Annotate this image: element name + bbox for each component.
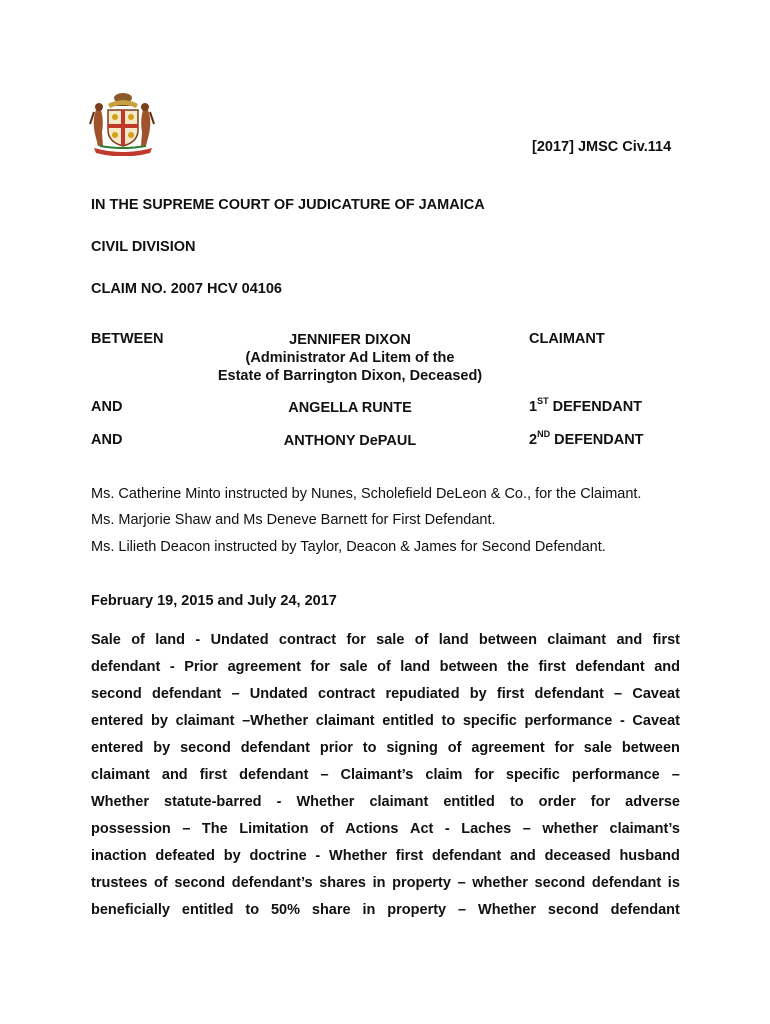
summary-word: – bbox=[231, 686, 240, 702]
summary-word: - bbox=[169, 659, 175, 675]
summary-word: in bbox=[372, 875, 386, 891]
summary-word: to bbox=[509, 794, 524, 810]
counsel-line: Ms. Catherine Minto instructed by Nunes, Scholefield DeLeon & Co., for the Claimant. bbox=[91, 486, 642, 502]
summary-word: - bbox=[619, 713, 625, 729]
summary-word: defeated bbox=[155, 848, 215, 864]
summary-word: for bbox=[310, 659, 330, 675]
summary-word: entitled bbox=[443, 794, 495, 810]
summary-word: – bbox=[182, 821, 191, 837]
summary-word: Whether bbox=[478, 902, 537, 918]
jamaica-coat-of-arms-icon bbox=[86, 90, 162, 156]
summary-word: defendant bbox=[534, 686, 604, 702]
claimant-role: CLAIMANT bbox=[529, 331, 605, 347]
summary-word: –Whether bbox=[242, 713, 309, 729]
summary-word: inaction bbox=[91, 848, 147, 864]
summary-word: between bbox=[621, 740, 680, 756]
summary-word: agreement bbox=[227, 659, 301, 675]
summary-word: Sale bbox=[91, 632, 121, 648]
summary-word: claimant bbox=[175, 713, 235, 729]
summary-word: and bbox=[654, 659, 680, 675]
summary-word: possession bbox=[91, 821, 171, 837]
summary-word: repudiated bbox=[385, 686, 460, 702]
summary-word: land bbox=[438, 632, 469, 648]
summary-word: Act bbox=[409, 821, 434, 837]
first-defendant-ordinal-suffix: ST bbox=[537, 396, 549, 406]
summary-word: - bbox=[444, 821, 450, 837]
summary-word: of bbox=[154, 875, 168, 891]
summary-word: to bbox=[245, 902, 260, 918]
claimant-description-line-1: (Administrator Ad Litem of the bbox=[245, 350, 455, 366]
and-label-2: AND bbox=[91, 432, 123, 448]
summary-word: specific bbox=[462, 713, 517, 729]
summary-word: performance bbox=[524, 713, 613, 729]
summary-word: Prior bbox=[184, 659, 219, 675]
claimant-block bbox=[200, 331, 500, 385]
summary-word: entitled bbox=[181, 902, 234, 918]
summary-line bbox=[91, 875, 680, 891]
summary-word: share bbox=[311, 902, 351, 918]
summary-word: by bbox=[469, 686, 487, 702]
summary-word: claimant bbox=[315, 713, 375, 729]
summary-word: defendant bbox=[91, 659, 161, 675]
summary-word: of bbox=[414, 632, 429, 648]
summary-word: claimant bbox=[547, 632, 607, 648]
summary-line bbox=[91, 848, 680, 864]
summary-word: in bbox=[362, 902, 376, 918]
summary-word: for bbox=[346, 632, 366, 648]
claim-number: CLAIM NO. 2007 HCV 04106 bbox=[91, 281, 282, 297]
summary-word: of bbox=[320, 821, 334, 837]
summary-word: Claimant’s bbox=[340, 767, 414, 783]
summary-word: first bbox=[199, 767, 228, 783]
first-defendant-role-label: DEFENDANT bbox=[548, 399, 643, 415]
summary-word: sale bbox=[376, 632, 405, 648]
summary-word: whether bbox=[472, 875, 528, 891]
summary-word: – bbox=[522, 821, 531, 837]
between-label: BETWEEN bbox=[91, 331, 164, 347]
summary-word: for bbox=[474, 767, 494, 783]
summary-word: second bbox=[91, 686, 142, 702]
summary-word: - bbox=[195, 632, 201, 648]
second-defendant-ordinal: 2 bbox=[529, 432, 538, 448]
summary-word: Limitation bbox=[239, 821, 309, 837]
summary-line bbox=[91, 794, 680, 810]
summary-word: Whether bbox=[296, 794, 355, 810]
summary-word: doctrine bbox=[249, 848, 307, 864]
summary-word: entered bbox=[91, 713, 144, 729]
first-defendant-name: ANGELLA RUNTE bbox=[288, 400, 412, 416]
hearing-dates: February 19, 2015 and July 24, 2017 bbox=[91, 593, 337, 609]
summary-word: prior bbox=[319, 740, 353, 756]
summary-word: by bbox=[223, 848, 241, 864]
summary-line bbox=[91, 767, 680, 783]
summary-word: – bbox=[614, 686, 623, 702]
case-citation: [2017] JMSC Civ.114 bbox=[532, 139, 672, 155]
summary-word: claimant bbox=[91, 767, 150, 783]
summary-word: to bbox=[362, 740, 377, 756]
summary-word: 50% bbox=[270, 902, 300, 918]
summary-word: defendant bbox=[239, 767, 309, 783]
summary-word: husband bbox=[619, 848, 680, 864]
summary-line bbox=[91, 902, 680, 918]
summary-word: trustees bbox=[91, 875, 148, 891]
summary-word: sale bbox=[583, 740, 612, 756]
summary-line bbox=[91, 632, 680, 648]
summary-word: and bbox=[616, 632, 643, 648]
summary-word: contract bbox=[278, 632, 337, 648]
summary-word: first bbox=[652, 632, 680, 648]
summary-word: of bbox=[131, 632, 145, 648]
summary-word: between bbox=[478, 632, 537, 648]
summary-word: is bbox=[667, 875, 680, 891]
summary-word: whether bbox=[542, 821, 598, 837]
summary-word: claim bbox=[425, 767, 463, 783]
summary-line bbox=[91, 659, 680, 675]
summary-word: by bbox=[151, 713, 168, 729]
summary-word: claimant’s bbox=[609, 821, 680, 837]
summary-word: property bbox=[392, 875, 451, 891]
summary-word: sale bbox=[339, 659, 368, 675]
summary-word: - bbox=[315, 848, 321, 864]
court-name: IN THE SUPREME COURT OF JUDICATURE OF JAMAICA bbox=[91, 197, 485, 213]
summary-word: between bbox=[439, 659, 498, 675]
summary-word: entered bbox=[91, 740, 144, 756]
summary-word: to bbox=[441, 713, 456, 729]
summary-word: Undated bbox=[210, 632, 269, 648]
summary-word: defendant bbox=[575, 659, 645, 675]
summary-word: agreement bbox=[471, 740, 545, 756]
summary-word: by bbox=[153, 740, 171, 756]
summary-word: of bbox=[447, 740, 462, 756]
summary-word: – bbox=[457, 875, 466, 891]
summary-word: defendant bbox=[431, 848, 502, 864]
summary-word: Laches bbox=[461, 821, 512, 837]
summary-word: defendant bbox=[151, 686, 222, 702]
summary-word: deceased bbox=[544, 848, 611, 864]
summary-word: second bbox=[174, 875, 226, 891]
second-defendant-role bbox=[529, 429, 644, 448]
summary-word: second bbox=[180, 740, 231, 756]
summary-word: first bbox=[538, 659, 566, 675]
summary-word: claimant bbox=[369, 794, 429, 810]
summary-word: The bbox=[201, 821, 228, 837]
summary-word: beneficially bbox=[91, 902, 170, 918]
summary-word: order bbox=[538, 794, 576, 810]
summary-word: Actions bbox=[345, 821, 399, 837]
summary-word: adverse bbox=[625, 794, 680, 810]
summary-word: Caveat bbox=[632, 686, 680, 702]
summary-word: second bbox=[534, 875, 586, 891]
summary-word: shares bbox=[319, 875, 366, 891]
summary-word: property bbox=[387, 902, 447, 918]
first-defendant-ordinal: 1 bbox=[529, 399, 538, 415]
summary-line bbox=[91, 713, 680, 729]
summary-word: for bbox=[590, 794, 611, 810]
summary-word: second bbox=[547, 902, 599, 918]
summary-word: first bbox=[496, 686, 525, 702]
counsel-line: Ms. Marjorie Shaw and Ms Deneve Barnett for First Defendant. bbox=[91, 512, 496, 528]
summary-word: land bbox=[155, 632, 186, 648]
claimant-name: JENNIFER DIXON bbox=[289, 332, 411, 348]
summary-word: and bbox=[510, 848, 536, 864]
summary-word: defendant bbox=[591, 875, 662, 891]
summary-word: contract bbox=[318, 686, 376, 702]
summary-word: – bbox=[458, 902, 467, 918]
summary-word: performance bbox=[571, 767, 660, 783]
summary-word: – bbox=[320, 767, 329, 783]
summary-word: Whether bbox=[91, 794, 149, 810]
court-division: CIVIL DIVISION bbox=[91, 239, 196, 255]
second-defendant-name: ANTHONY DePAUL bbox=[283, 433, 417, 449]
summary-word: Undated bbox=[249, 686, 308, 702]
summary-word: and bbox=[161, 767, 188, 783]
summary-word: – bbox=[671, 767, 680, 783]
summary-word: specific bbox=[505, 767, 560, 783]
summary-word: of bbox=[377, 659, 391, 675]
summary-word: land bbox=[400, 659, 431, 675]
summary-word: the bbox=[507, 659, 529, 675]
summary-word: Caveat bbox=[632, 713, 680, 729]
summary-word: defendant’s bbox=[231, 875, 313, 891]
summary-word: defendant bbox=[610, 902, 680, 918]
summary-line bbox=[91, 821, 680, 837]
summary-word: for bbox=[554, 740, 574, 756]
and-label-1: AND bbox=[91, 399, 123, 415]
summary-word: Whether bbox=[329, 848, 388, 864]
summary-word: entitled bbox=[382, 713, 434, 729]
summary-word: - bbox=[276, 794, 282, 810]
first-defendant-role bbox=[529, 396, 643, 415]
summary-line bbox=[91, 740, 680, 756]
summary-word: statute-barred bbox=[164, 794, 262, 810]
second-defendant-ordinal-suffix: ND bbox=[537, 429, 551, 439]
summary-line bbox=[91, 686, 680, 702]
summary-word: signing bbox=[386, 740, 438, 756]
second-defendant-role-label: DEFENDANT bbox=[550, 432, 644, 448]
claimant-description-line-2: Estate of Barrington Dixon, Deceased) bbox=[217, 368, 483, 384]
counsel-line: Ms. Lilieth Deacon instructed by Taylor, Deacon & James for Second Defendant. bbox=[91, 539, 606, 555]
summary-word: first bbox=[395, 848, 424, 864]
summary-word: defendant bbox=[240, 740, 310, 756]
